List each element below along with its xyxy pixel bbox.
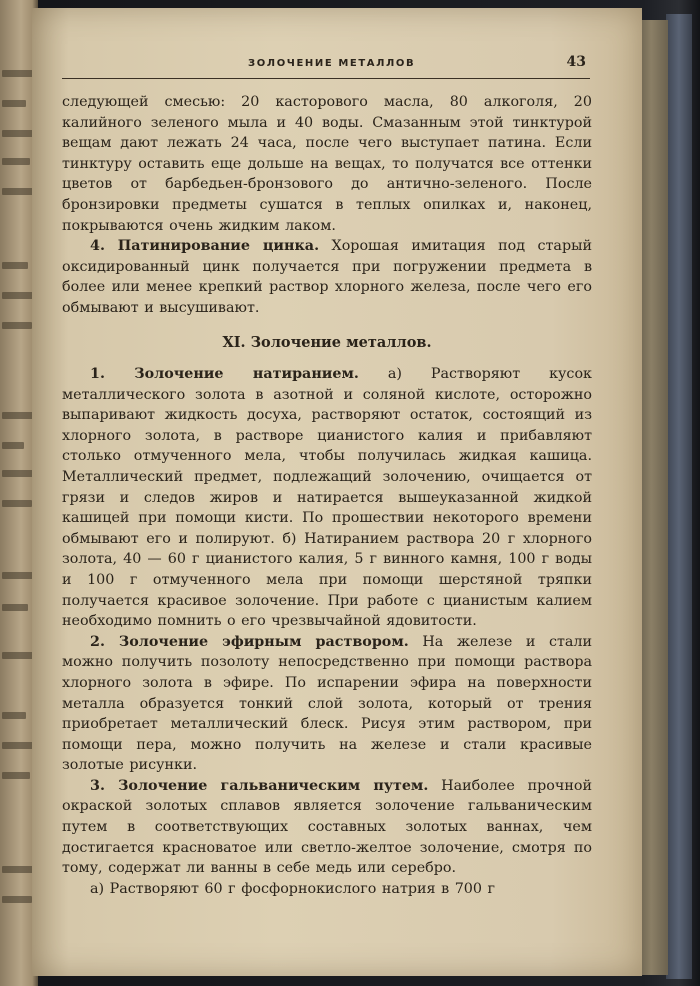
body-text-section [62,364,592,899]
item-2-body: На железе и стали можно получить позолоту непосредственно при помощи раствора хлорного золота в эфире. По испарении эфира на поверхности металла образуется тонкий слой золота, который от трения приобретает металлический блеск. Рисуя этим раствором, при помощи пера, можно получить на железе и стали красивые золотые рисунки. [62,633,593,774]
paragraph-item-1 [62,364,592,632]
running-title: ЗОЛОЧЕНИЕ МЕТАЛЛОВ [248,58,416,69]
paragraph-item-2 [62,632,592,776]
paragraph-item-3 [62,776,592,879]
item-1-body: а) Растворяют кусок металлического золота в азотной и соляной кислоте, осторожно выпаривают жидкость досуха, растворяют остаток, состоящий из хлорного золота, в растворе цианистого калия и прибавляют столько отмученного мела, чтобы получилась жидкая кашица. Металлический предмет, подлежащий золочению, очищается от грязи и следов жиров и натирается вышеуказанной жидкой кашицей при помощи кисти. По прошествии некоторого времени обмывают его и полируют. б) Натиранием раствора 20 г хлорного золота, 40 — 60 г цианистого калия, 5 г винного камня, 100 г воды и 100 г отмученного мела при помощи шерстяной тряпки получается красивое золочение. При работе с цианистым калием необходимо помнить о его чрезвычайной ядовитости. [62,366,592,630]
item-3-body: Наиболее прочной окраской золотых сплавов является золочение гальваническим путем в соответствующих составных золотых ваннах, чем достигается красноватое или светло-желтое золочение, смотря по тому, содержат ли ванны в себе медь или серебро. [62,777,593,877]
item-3-heading: 3. Золочение гальваническим путем. [90,777,429,794]
page-header [62,52,590,79]
continuation-paragraph: следующей смесью: 20 касторового масла, 80 алкоголя, 20 калийного зеленого мыла и 40 воды. Смазанным этой тинктурой вещам дают лежать 24 часа, после чего выступает патина. Если тинктуру оставить еще дольше на вещах, то получатся все оттенки цветов от барбедьен-бронзового до антично-зеленого. После бронзировки предметы сушатся в теплых опилках и, наконец, покрываются очень жидким лаком. [62,94,592,234]
paragraph-item-4 [62,236,592,318]
item-2-heading: 2. Золочение эфирным раствором. [90,633,409,650]
page-number: 43 [566,54,586,70]
item-4-body: Хорошая имитация под старый оксидированный цинк получается при погружении предмета в более или менее крепкий раствор хлорного железа, после чего его обмывают и высушивают. [62,238,593,316]
book-cover-edge [666,14,692,979]
page-block-edge [640,20,668,975]
item-1-heading: 1. Золочение натиранием. [90,366,359,382]
section-heading: XI. Золочение металлов. [222,334,432,351]
body-text-top [62,92,592,319]
item-4-heading: 4. Патинирование цинка. [90,238,320,255]
paragraph-item-3a: а) Растворяют 60 г фосфорнокислого натрия в 700 г [90,880,496,897]
